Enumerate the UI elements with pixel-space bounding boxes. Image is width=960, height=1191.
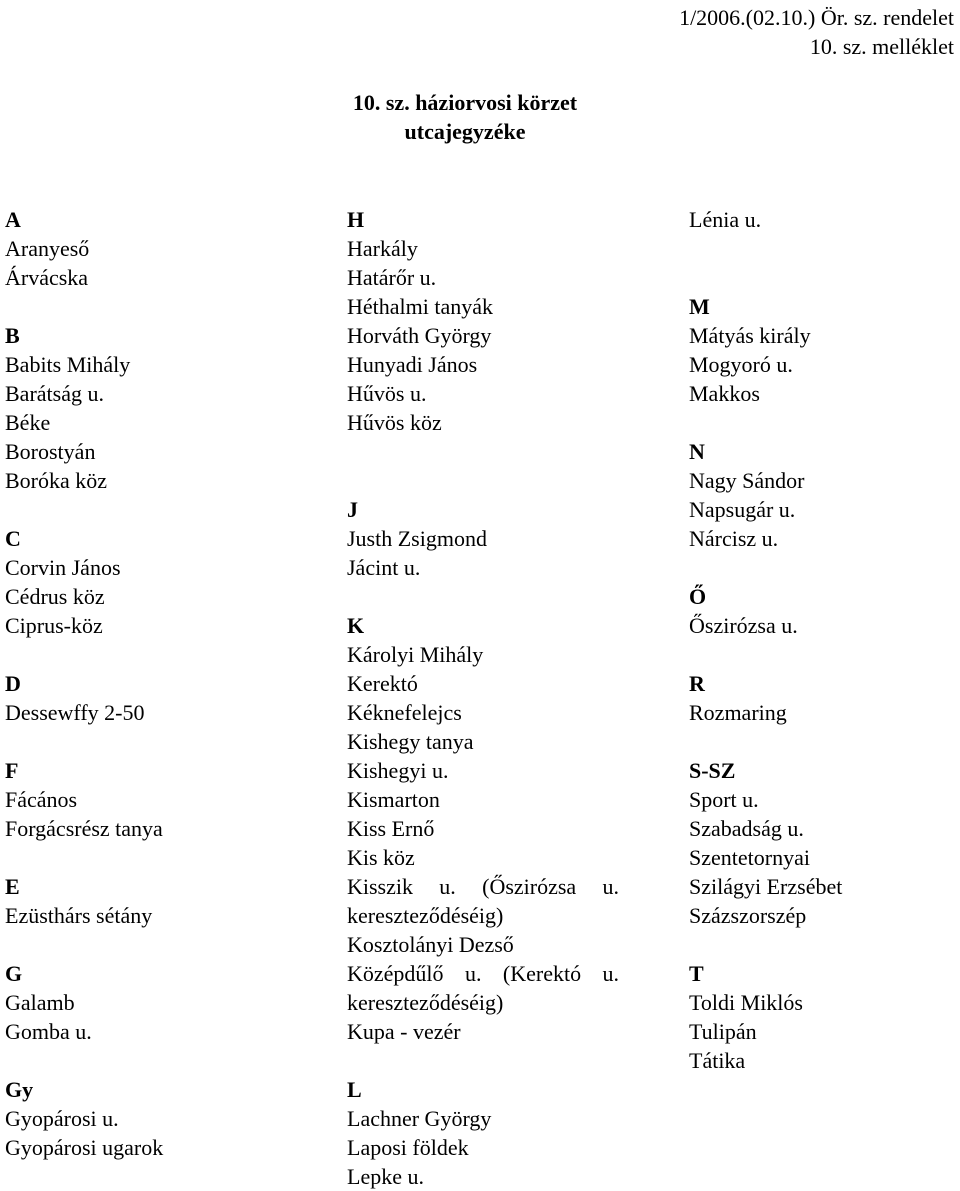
street-name: Károlyi Mihály <box>347 642 484 667</box>
street-name: Kerektó <box>347 671 418 696</box>
street-name: Toldi Miklós <box>689 990 803 1015</box>
street-name: Borostyán <box>5 439 96 464</box>
letter-heading: R <box>689 671 705 696</box>
letter-heading: Gy <box>5 1077 34 1102</box>
street-name: Kishegy tanya <box>347 729 474 754</box>
spacer <box>689 553 957 582</box>
street-name: Cédrus köz <box>5 584 105 609</box>
street-name: Gomba u. <box>5 1019 92 1044</box>
street-name: kereszteződéséig) <box>347 903 504 928</box>
street-name: Százszorszép <box>689 903 807 928</box>
street-name: Galamb <box>5 990 75 1015</box>
letter-heading: C <box>5 526 21 551</box>
street-name: Gyopárosi u. <box>5 1106 119 1131</box>
street-name: Hűvös u. <box>347 381 427 406</box>
letter-heading: F <box>5 758 19 783</box>
annex-number: 10. sz. melléklet <box>809 34 954 59</box>
spacer <box>689 263 957 292</box>
spacer <box>689 930 957 959</box>
street-name: Kupa - vezér <box>347 1019 461 1044</box>
document-header <box>679 3 954 61</box>
street-name: Kosztolányi Dezső <box>347 932 514 957</box>
letter-heading: T <box>689 961 704 986</box>
letter-heading: J <box>347 497 358 522</box>
street-name: Lénia u. <box>689 207 762 232</box>
street-name: Laposi földek <box>347 1135 469 1160</box>
street-name: Árvácska <box>5 265 89 290</box>
letter-heading: N <box>689 439 705 464</box>
street-column-1 <box>5 205 325 1162</box>
spacer <box>689 408 957 437</box>
spacer <box>5 640 325 669</box>
street-name: Béke <box>5 410 51 435</box>
letter-heading: M <box>689 294 710 319</box>
street-name: Hűvös köz <box>347 410 442 435</box>
spacer <box>689 727 957 756</box>
spacer <box>347 582 619 611</box>
street-name: Gyopárosi ugarok <box>5 1135 164 1160</box>
letter-heading: K <box>347 613 365 638</box>
street-name: Nagy Sándor <box>689 468 805 493</box>
street-name: Határőr u. <box>347 265 437 290</box>
street-name: Horváth György <box>347 323 492 348</box>
street-name: Jácint u. <box>347 555 421 580</box>
street-name: Ciprus-köz <box>5 613 103 638</box>
letter-heading: L <box>347 1077 362 1102</box>
letter-heading: G <box>5 961 23 986</box>
spacer <box>5 292 325 321</box>
street-name: Héthalmi tanyák <box>347 294 494 319</box>
street-name: Kishegyi u. <box>347 758 449 783</box>
street-name: Barátság u. <box>5 381 104 406</box>
spacer <box>5 495 325 524</box>
street-name: Sport u. <box>689 787 759 812</box>
spacer <box>5 1046 325 1075</box>
street-name: Kismarton <box>347 787 440 812</box>
letter-heading: S-SZ <box>689 758 736 783</box>
street-name: Lepke u. <box>347 1164 424 1189</box>
street-name: Mogyoró u. <box>689 352 793 377</box>
street-name: Corvin János <box>5 555 121 580</box>
title-line-2: utcajegyzéke <box>404 119 526 144</box>
street-name: Harkály <box>347 236 418 261</box>
street-name: Szabadság u. <box>689 816 804 841</box>
spacer <box>5 843 325 872</box>
letter-heading: A <box>5 207 21 232</box>
street-name: Őszirózsa u. <box>689 613 798 638</box>
street-name: Aranyeső <box>5 236 90 261</box>
street-name: Kisszik u. (Őszirózsa u. <box>347 874 619 899</box>
letter-heading: D <box>5 671 21 696</box>
street-name: Forgácsrész tanya <box>5 816 163 841</box>
street-name: Mátyás király <box>689 323 811 348</box>
street-name: Hunyadi János <box>347 352 478 377</box>
street-name: Tulipán <box>689 1019 757 1044</box>
street-name: Makkos <box>689 381 760 406</box>
street-name: Napsugár u. <box>689 497 796 522</box>
page-title <box>340 88 590 146</box>
letter-heading: B <box>5 323 20 348</box>
spacer <box>347 466 619 495</box>
street-name: Babits Mihály <box>5 352 131 377</box>
street-name: Nárcisz u. <box>689 526 779 551</box>
street-name: Ezüsthárs sétány <box>5 903 153 928</box>
street-name: Szilágyi Erzsébet <box>689 874 843 899</box>
street-name: Boróka köz <box>5 468 108 493</box>
street-name: Lachner György <box>347 1106 492 1131</box>
street-name: Kis köz <box>347 845 415 870</box>
street-name: kereszteződéséig) <box>347 990 504 1015</box>
spacer <box>689 234 957 263</box>
spacer <box>5 930 325 959</box>
street-name: Tátika <box>689 1048 746 1073</box>
street-name: Rozmaring <box>689 700 787 725</box>
spacer <box>347 437 619 466</box>
regulation-reference: 1/2006.(02.10.) Ör. sz. rendelet <box>679 5 954 30</box>
street-name: Kéknefelejcs <box>347 700 462 725</box>
street-name: Justh Zsigmond <box>347 526 487 551</box>
letter-heading: E <box>5 874 20 899</box>
title-line-1: 10. sz. háziorvosi körzet <box>352 90 578 115</box>
street-name: Szentetornyai <box>689 845 810 870</box>
street-column-2 <box>347 205 619 1191</box>
street-name: Fácános <box>5 787 78 812</box>
street-name: Kiss Ernő <box>347 816 435 841</box>
spacer <box>5 727 325 756</box>
street-name: Középdűlő u. (Kerektó u. <box>347 961 619 986</box>
street-column-3 <box>689 205 957 1075</box>
letter-heading: Ő <box>689 584 707 609</box>
street-name: Dessewffy 2-50 <box>5 700 145 725</box>
letter-heading: H <box>347 207 365 232</box>
spacer <box>689 640 957 669</box>
spacer <box>347 1046 619 1075</box>
